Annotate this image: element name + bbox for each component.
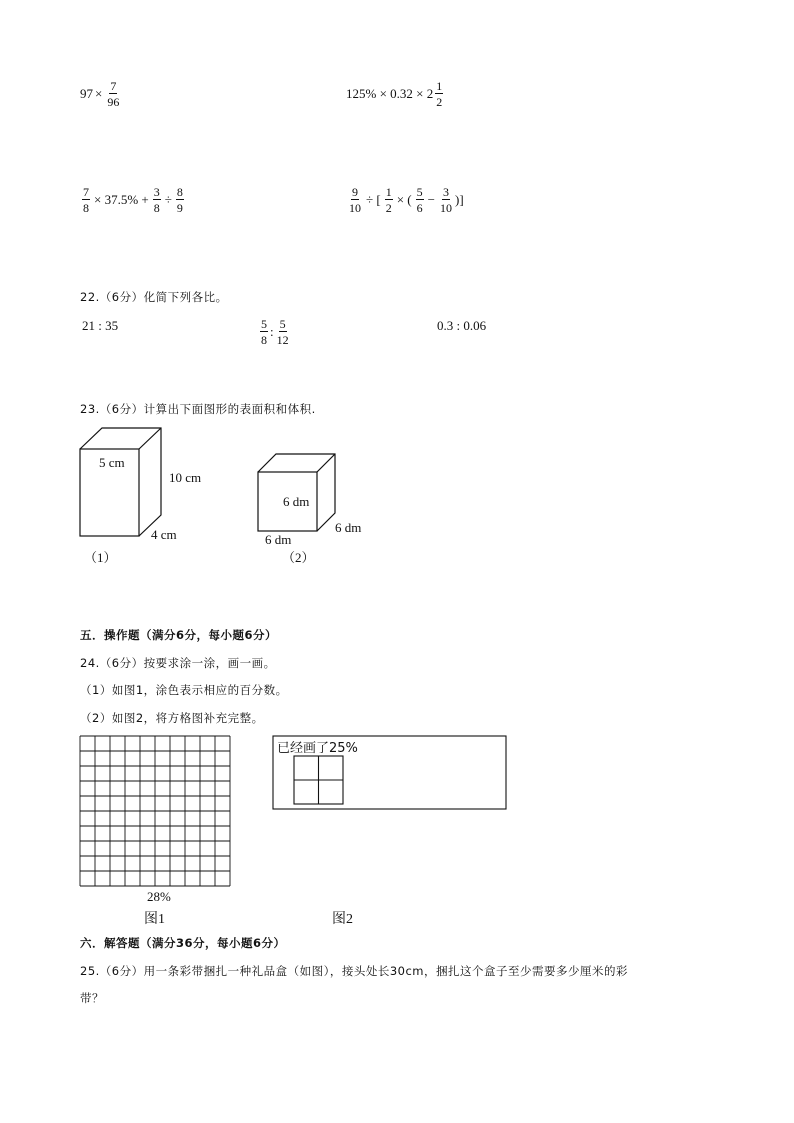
numerator: 5 [416, 185, 423, 199]
ratio-1: 21 : 35 [82, 318, 119, 333]
denominator: 6 [416, 201, 423, 215]
cube-front-label: 6 dm [283, 494, 310, 509]
expr1-op: × [95, 86, 103, 101]
q24-title: 24.（6分）按要求涂一涂，画一画。 [80, 656, 276, 670]
numerator: 3 [442, 185, 449, 199]
numerator: 1 [385, 185, 392, 199]
numerator: 5 [279, 317, 286, 331]
denominator: 8 [261, 333, 267, 347]
quarter-square [294, 756, 343, 804]
cuboid-figure [80, 428, 161, 536]
q25-line1: 25.（6分）用一条彩带捆扎一种礼品盒（如图），接头处长30cm，捆扎这个盒子至少需要多少厘米的彩 [80, 964, 629, 978]
cuboid-edges [80, 428, 161, 536]
expr3-div: ÷ [164, 192, 172, 207]
cube-figure [258, 454, 335, 531]
numerator: 8 [176, 185, 183, 199]
expr1-a: 97 [80, 86, 93, 101]
q25-line2: 带？ [80, 991, 104, 1005]
denominator: 8 [153, 201, 160, 215]
denominator: 10 [349, 201, 361, 215]
denominator: 9 [176, 201, 183, 215]
grid-percent-label: 28% [147, 889, 171, 904]
section5-title: 五．操作题（满分6分，每小题6分） [80, 628, 278, 642]
cuboid-front-label: 5 cm [99, 455, 125, 470]
ratio-3: 0.3 : 0.06 [437, 318, 487, 333]
numerator: 7 [110, 79, 117, 93]
figure1-caption: （1） [84, 550, 117, 565]
expr4-p1: ÷ [ [366, 192, 381, 207]
numerator: 5 [261, 317, 267, 331]
cube-bottom-label: 6 dm [265, 532, 292, 547]
hundred-grid [80, 736, 230, 886]
q24-sub2: （2）如图2，将方格图补充完整。 [80, 711, 264, 725]
cuboid-depth-label: 4 cm [151, 527, 177, 542]
denominator: 2 [436, 95, 443, 109]
denominator: 8 [83, 201, 89, 215]
cube-top-edge [317, 454, 335, 472]
box-caption: 已经画了25% [277, 741, 358, 756]
figure2-caption: （2） [282, 550, 315, 565]
numerator: 7 [83, 185, 89, 199]
denominator: 12 [276, 333, 289, 347]
numerator: 1 [436, 79, 443, 93]
ratio2-sep: : [270, 324, 274, 339]
numerator: 9 [352, 185, 358, 199]
expr3-mid: × 37.5% + [94, 192, 149, 207]
q24-sub1: （1）如图1，涂色表示相应的百分数。 [80, 683, 288, 697]
q23-title: 23.（6分）计算出下面图形的表面积和体积. [80, 402, 316, 416]
figure1-label: 图1 [144, 912, 165, 927]
cube-side-label: 6 dm [335, 520, 362, 535]
cuboid-top-edge [139, 428, 161, 449]
figure2-label: 图2 [332, 912, 353, 927]
expr4-minus: − [427, 192, 435, 207]
denominator: 96 [107, 95, 120, 109]
q22-title: 22.（6分）化简下列各比。 [80, 290, 228, 304]
expr4-p3: )] [454, 192, 464, 207]
denominator: 2 [385, 201, 392, 215]
expr4-p2: × ( [396, 192, 412, 207]
numerator: 3 [153, 185, 160, 199]
expr2-main: 125% × 0.32 × 2 [346, 86, 434, 101]
cuboid-height-label: 10 cm [169, 470, 202, 485]
section6-title: 六．解答题（满分36分，每小题6分） [80, 936, 286, 950]
denominator: 10 [439, 201, 452, 215]
